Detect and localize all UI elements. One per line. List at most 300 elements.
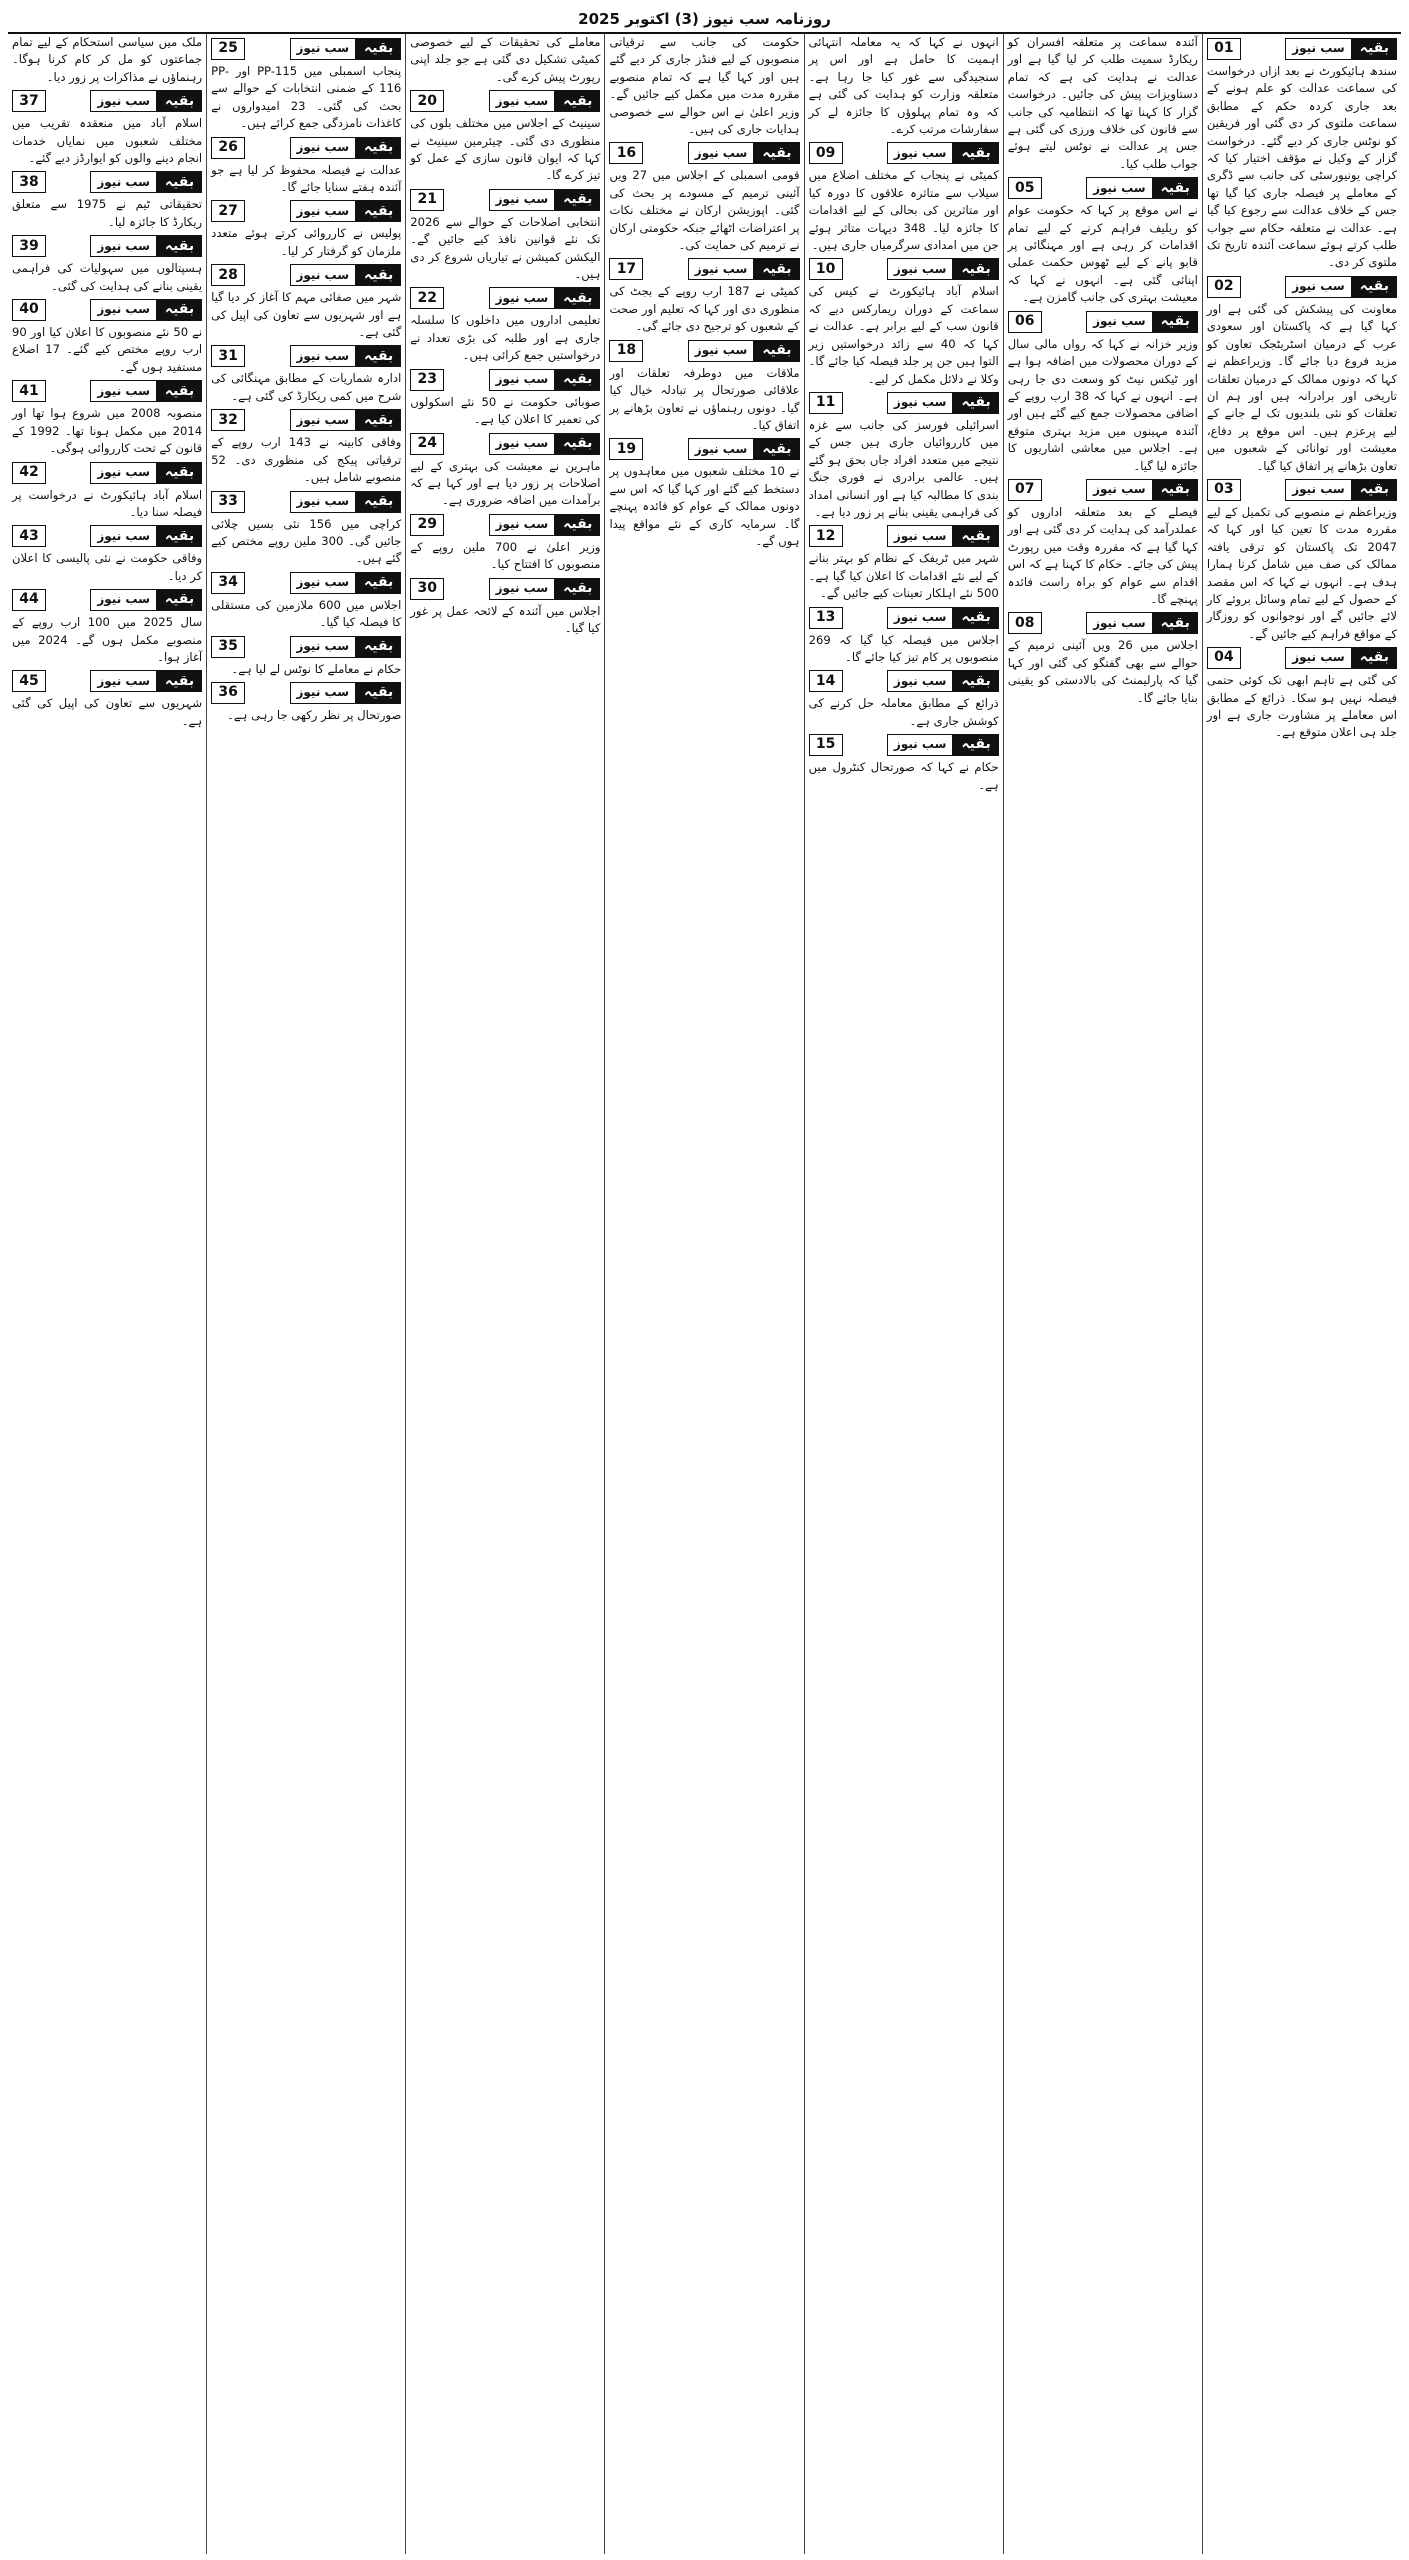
continuation-block — [410, 34, 600, 86]
masthead — [8, 6, 1401, 34]
header-spacer — [52, 380, 90, 402]
baqia-label: بقیہ — [356, 200, 401, 222]
paper-name-label: سب نیوز — [290, 682, 357, 704]
paper-name-label: سب نیوز — [489, 287, 556, 309]
continuation-block — [211, 137, 401, 197]
article-text: نے اس موقع پر کہا کہ حکومت عوام کو ریلیف فراہم کرنے کے لیے تمام اقدامات کر رہی ہے اور مہنگائی پر قابو پانے کے لیے ٹھوس حکمت عملی اپنائی گئی ہے۔ انہوں نے کہا کہ معیشت بہتری کی جانب گامزن ہے۔ — [1007, 203, 1198, 305]
baqia-label: بقیہ — [953, 734, 998, 756]
header-spacer — [649, 142, 687, 164]
baqia-label: بقیہ — [953, 258, 998, 280]
header-spacer — [1247, 647, 1285, 669]
paper-name-label: سب نیوز — [1285, 276, 1352, 298]
header-spacer — [1048, 479, 1086, 501]
baqia-label: بقیہ — [1153, 177, 1198, 199]
header-spacer — [251, 491, 289, 513]
continuation-block — [211, 345, 401, 405]
article-text: کراچی میں 156 نئی بسیں چلائی جائیں گی۔ 300 ملین روپے مختص کیے گئے ہیں۔ — [211, 516, 402, 566]
continuation-number: 44 — [12, 589, 46, 611]
continuation-number: 39 — [12, 235, 46, 257]
continuation-number: 13 — [809, 607, 843, 629]
article-text: صورتحال پر نظر رکھی جا رہی ہے۔ — [227, 707, 402, 722]
article-text: عدالت نے فیصلہ محفوظ کر لیا ہے جو آئندہ ہفتے سنایا جائے گا۔ — [211, 162, 402, 195]
baqia-label: بقیہ — [555, 514, 600, 536]
header-spacer — [52, 525, 90, 547]
paper-name-label: سب نیوز — [887, 525, 954, 547]
continuation-block — [12, 34, 202, 86]
continuation-number: 40 — [12, 299, 46, 321]
header-spacer — [251, 682, 289, 704]
article-text: سال 2025 میں 100 ارب روپے کے منصوبے مکمل ہوں گے۔ 2024 میں آغاز ہوا۔ — [12, 615, 203, 664]
header-spacer — [251, 200, 289, 222]
continuation-block — [12, 171, 202, 231]
continuation-block — [12, 299, 202, 376]
header-spacer — [1247, 276, 1285, 298]
baqia-label: بقیہ — [953, 392, 998, 414]
continuation-header — [609, 258, 799, 280]
paper-name-label: سب نیوز — [290, 572, 357, 594]
header-spacer — [450, 433, 488, 455]
continuation-header — [410, 287, 600, 309]
article-text: منصوبہ 2008 میں شروع ہوا تھا اور 2014 میں مکمل ہونا تھا۔ 1992 کے قانون کے تحت کارروائی ہوگی۔ — [12, 406, 203, 456]
baqia-label: بقیہ — [555, 287, 600, 309]
continuation-block — [410, 514, 600, 574]
article-text: شہریوں سے تعاون کی اپیل کی گئی ہے۔ — [12, 696, 203, 728]
continuation-number: 12 — [809, 525, 843, 547]
continuation-header — [410, 514, 600, 536]
paper-name-label: سب نیوز — [1086, 612, 1153, 634]
continuation-number: 32 — [211, 409, 245, 431]
baqia-label: بقیہ — [356, 636, 401, 658]
column-1 — [1202, 34, 1401, 2554]
continuation-header — [12, 235, 202, 257]
article-text: حکام نے کہا کہ صورتحال کنٹرول میں ہے۔ — [808, 760, 999, 792]
header-spacer — [849, 734, 887, 756]
baqia-label: بقیہ — [157, 380, 202, 402]
continuation-block — [1207, 479, 1397, 643]
continuation-block — [12, 462, 202, 522]
continuation-header — [1008, 612, 1198, 634]
article-text: انتخابی اصلاحات کے حوالے سے 2026 تک نئے قوانین نافذ کیے جائیں گے۔ الیکشن کمیشن نے تیاریاں شروع کر دی ہیں۔ — [410, 214, 601, 282]
continuation-header — [1008, 479, 1198, 501]
header-spacer — [52, 235, 90, 257]
paper-name-label: سب نیوز — [489, 189, 556, 211]
continuation-number: 45 — [12, 670, 46, 692]
paper-name-label: سب نیوز — [290, 636, 357, 658]
baqia-label: بقیہ — [1352, 479, 1397, 501]
baqia-label: بقیہ — [1352, 647, 1397, 669]
continuation-number: 23 — [410, 369, 444, 391]
article-text: پنجاب اسمبلی میں PP-115 اور PP-116 کے ضمنی انتخابات کے حوالے سے بحث کی گئی۔ 23 امیدواروں نے کاغذات نامزدگی جمع کرائے ہیں۔ — [211, 64, 402, 131]
paper-name-label: سب نیوز — [489, 90, 556, 112]
continuation-block — [211, 636, 401, 678]
continuation-block — [12, 90, 202, 167]
continuation-number: 01 — [1207, 38, 1241, 60]
article-text: اجلاس میں فیصلہ کیا گیا کہ 269 منصوبوں پر کام تیز کیا جائے گا۔ — [808, 632, 999, 664]
paper-name-label: سب نیوز — [1285, 479, 1352, 501]
continuation-header — [410, 189, 600, 211]
continuation-header — [609, 142, 799, 164]
baqia-label: بقیہ — [157, 525, 202, 547]
continuation-block — [1207, 38, 1397, 272]
article-text: اجلاس میں 600 ملازمین کی مستقلی کا فیصلہ کیا گیا۔ — [211, 597, 402, 630]
article-text: کمیٹی نے پنجاب کے مختلف اضلاع میں سیلاب سے متاثرہ علاقوں کا دورہ کیا اور متاثرین کی بحالی کے لیے اقدامات کا جائزہ لیا۔ 348 دیہات متاثر ہوئے جن میں امدادی سرگرمیاں جاری ہیں۔ — [808, 168, 999, 253]
baqia-label: بقیہ — [754, 438, 799, 460]
paper-name-label: سب نیوز — [489, 433, 556, 455]
continuation-header — [1008, 311, 1198, 333]
header-spacer — [849, 392, 887, 414]
continuation-block — [1207, 647, 1397, 742]
continuation-header — [12, 589, 202, 611]
continuation-number: 24 — [410, 433, 444, 455]
continuation-number: 08 — [1008, 612, 1042, 634]
continuation-header — [211, 38, 401, 60]
continuation-block — [609, 258, 799, 335]
continuation-block — [410, 433, 600, 510]
baqia-label: بقیہ — [1153, 612, 1198, 634]
article-text: سندھ ہائیکورٹ نے بعد ازاں درخواست کی سماعت عدالت کو علم ہونے کے بعد جاری کردہ حکم کے مطابق سماعت ملتوی کر دی گئی اور فریقین کو نوٹس جاری کر دیے گئے۔ درخواست گزار کے وکیل نے مؤقف اختیار کیا کہ کراچی یونیورسٹی کی جانب سے ڈگری کے معاملے پر فیصلہ جاری کیا گیا تھا جس کے خلاف عدالت سے رجوع کیا گیا ہے۔ عدالت نے متعلقہ حکام سے جواب طلب کرتے ہوئے سماعت آئندہ تاریخ تک ملتوی کر دی۔ — [1206, 64, 1397, 270]
paper-name-label: سب نیوز — [1086, 479, 1153, 501]
continuation-block — [809, 525, 999, 602]
continuation-number: 06 — [1008, 311, 1042, 333]
article-text: معاملے کی تحقیقات کے لیے خصوصی کمیٹی تشکیل دی گئی ہے جو جلد اپنی رپورٹ پیش کرے گی۔ — [410, 35, 601, 84]
paper-name-label: سب نیوز — [1086, 177, 1153, 199]
header-spacer — [52, 90, 90, 112]
baqia-label: بقیہ — [555, 90, 600, 112]
baqia-label: بقیہ — [555, 578, 600, 600]
continuation-number: 03 — [1207, 479, 1241, 501]
baqia-label: بقیہ — [356, 137, 401, 159]
baqia-label: بقیہ — [356, 409, 401, 431]
continuation-number: 22 — [410, 287, 444, 309]
continuation-number: 27 — [211, 200, 245, 222]
continuation-number: 33 — [211, 491, 245, 513]
baqia-label: بقیہ — [157, 589, 202, 611]
continuation-header — [211, 345, 401, 367]
continuation-number: 34 — [211, 572, 245, 594]
continuation-number: 35 — [211, 636, 245, 658]
baqia-label: بقیہ — [1153, 479, 1198, 501]
paper-name-label: سب نیوز — [1086, 311, 1153, 333]
continuation-header — [211, 137, 401, 159]
article-text: ادارہ شماریات کے مطابق مہنگائی کی شرح میں کمی ریکارڈ کی گئی ہے۔ — [211, 371, 402, 403]
continuation-block — [410, 369, 600, 429]
paper-name-label: سب نیوز — [688, 258, 755, 280]
baqia-label: بقیہ — [157, 462, 202, 484]
paper-name-label: سب نیوز — [90, 380, 157, 402]
header-spacer — [450, 369, 488, 391]
header-spacer — [52, 299, 90, 321]
article-text: اجلاس میں 26 ویں آئینی ترمیم کے حوالے سے بھی گفتگو کی گئی اور کہا گیا کہ پارلیمنٹ کی بالادستی کو یقینی بنایا جائے گا۔ — [1007, 638, 1198, 705]
header-spacer — [52, 171, 90, 193]
baqia-label: بقیہ — [157, 171, 202, 193]
baqia-label: بقیہ — [157, 299, 202, 321]
continuation-block — [211, 200, 401, 260]
paper-name-label: سب نیوز — [1285, 647, 1352, 669]
baqia-label: بقیہ — [356, 38, 401, 60]
paper-name-label: سب نیوز — [887, 734, 954, 756]
baqia-label: بقیہ — [356, 682, 401, 704]
header-spacer — [450, 514, 488, 536]
continuation-header — [12, 380, 202, 402]
column-7 — [8, 34, 206, 2554]
continuation-header — [12, 525, 202, 547]
paper-name-label: سب نیوز — [90, 171, 157, 193]
header-spacer — [849, 142, 887, 164]
header-spacer — [849, 607, 887, 629]
paper-name-label: سب نیوز — [290, 491, 357, 513]
baqia-label: بقیہ — [555, 433, 600, 455]
article-text: فیصلے کے بعد متعلقہ اداروں کو عملدرآمد کی ہدایت کر دی گئی ہے اور کہا گیا ہے کہ مقررہ وقت میں رپورٹ پیش کی جائے۔ حکام کا کہنا ہے کہ اس اقدام سے عوام کو براہ راست فائدہ پہنچے گا۔ — [1007, 504, 1198, 606]
continuation-header — [12, 670, 202, 692]
article-text: سینیٹ کے اجلاس میں مختلف بلوں کی منظوری دی گئی۔ چیئرمین سینیٹ نے کہا کہ ایوان قانون سازی کے عمل کو تیز کرے گا۔ — [410, 116, 601, 183]
continuation-block — [410, 578, 600, 638]
paper-name-label: سب نیوز — [489, 514, 556, 536]
continuation-header — [809, 525, 999, 547]
article-text: اسرائیلی فورسز کی جانب سے غزہ میں کارروائیاں جاری ہیں جس کے نتیجے میں متعدد افراد جاں بحق ہو گئے ہیں۔ عالمی برادری نے فوری جنگ بندی کا مطالبہ کیا ہے اور انسانی امداد کی فراہمی یقینی بنانے پر زور دیا ہے۔ — [808, 417, 999, 519]
continuation-block — [609, 340, 799, 435]
continuation-number: 29 — [410, 514, 444, 536]
header-spacer — [1048, 311, 1086, 333]
article-text: حکام نے معاملے کا نوٹس لے لیا ہے۔ — [231, 661, 402, 676]
paper-name-label: سب نیوز — [688, 340, 755, 362]
continuation-header — [1207, 276, 1397, 298]
baqia-label: بقیہ — [754, 142, 799, 164]
continuation-header — [809, 258, 999, 280]
paper-name-label: سب نیوز — [489, 578, 556, 600]
header-spacer — [251, 345, 289, 367]
continuation-header — [410, 369, 600, 391]
paper-name-label: سب نیوز — [90, 589, 157, 611]
article-text: تحقیقاتی ٹیم نے 1975 سے متعلق ریکارڈ کا جائزہ لیا۔ — [12, 197, 203, 229]
continuation-block — [609, 142, 799, 254]
article-text: کمیٹی نے 187 ارب روپے کے بجٹ کی منظوری دی اور کہا کہ تعلیم اور صحت کے شعبوں کو ترجیح دی جائے گی۔ — [609, 284, 800, 334]
article-text: شہر میں ٹریفک کے نظام کو بہتر بنانے کے لیے نئے اقدامات کا اعلان کیا گیا ہے۔ 500 نئے اہلکار تعینات کیے جائیں گے۔ — [808, 551, 999, 601]
article-text: تعلیمی اداروں میں داخلوں کا سلسلہ جاری ہے اور طلبہ کی بڑی تعداد نے درخواستیں جمع کرائی ہیں۔ — [410, 313, 601, 363]
continuation-block — [809, 734, 999, 794]
header-spacer — [251, 409, 289, 431]
continuation-block — [211, 572, 401, 632]
baqia-label: بقیہ — [953, 607, 998, 629]
article-text: وفاقی حکومت نے نئی پالیسی کا اعلان کر دیا۔ — [12, 551, 203, 583]
header-spacer — [450, 287, 488, 309]
paper-name-label: سب نیوز — [290, 409, 357, 431]
header-spacer — [251, 38, 289, 60]
continuation-block — [1008, 311, 1198, 475]
header-spacer — [52, 462, 90, 484]
header-spacer — [1247, 38, 1285, 60]
masthead-title: روزنامہ سب نیوز (3) اکتوبر 2025 — [578, 10, 831, 28]
header-spacer — [649, 258, 687, 280]
continuation-block — [12, 525, 202, 585]
article-text: حکومت کی جانب سے ترقیاتی منصوبوں کے لیے فنڈز جاری کر دیے گئے ہیں اور کہا گیا ہے کہ تمام منصوبے مقررہ مدت میں مکمل کیے جائیں گے۔ وزیر اعلیٰ نے اس حوالے سے خصوصی ہدایات جاری کی ہیں۔ — [609, 35, 800, 137]
continuation-number: 16 — [609, 142, 643, 164]
continuation-block — [12, 589, 202, 666]
continuation-block — [809, 34, 999, 138]
continuation-header — [1207, 647, 1397, 669]
continuation-number: 42 — [12, 462, 46, 484]
baqia-label: بقیہ — [953, 525, 998, 547]
baqia-label: بقیہ — [953, 142, 998, 164]
continuation-header — [809, 734, 999, 756]
continuation-number: 04 — [1207, 647, 1241, 669]
continuation-header — [12, 462, 202, 484]
article-text: اسلام آباد میں منعقدہ تقریب میں مختلف شعبوں میں نمایاں خدمات انجام دینے والوں کو ایوارڈز دیے گئے۔ — [12, 116, 203, 166]
continuation-header — [12, 90, 202, 112]
continuation-block — [609, 34, 799, 138]
continuation-block — [211, 491, 401, 568]
article-text: آئندہ سماعت پر متعلقہ افسران کو ریکارڈ سمیت طلب کر لیا گیا ہے اور عدالت نے ہدایت کی ہے کہ تمام دستاویزات پیش کی جائیں۔ درخواست گزار کا کہنا تھا کہ انتظامیہ کی جانب سے قانون کی خلاف ورزی کی گئی ہے جس پر عدالت نے نوٹس لیتے ہوئے جواب طلب کیا۔ — [1007, 35, 1198, 171]
paper-name-label: سب نیوز — [90, 462, 157, 484]
continuation-header — [1207, 38, 1397, 60]
continuation-header — [211, 264, 401, 286]
continuation-number: 17 — [609, 258, 643, 280]
column-4 — [604, 34, 803, 2554]
paper-name-label: سب نیوز — [887, 670, 954, 692]
baqia-label: بقیہ — [356, 345, 401, 367]
header-spacer — [251, 264, 289, 286]
baqia-label: بقیہ — [754, 258, 799, 280]
paper-name-label: سب نیوز — [887, 258, 954, 280]
columns-container — [8, 34, 1401, 2554]
paper-name-label: سب نیوز — [290, 345, 357, 367]
header-spacer — [849, 525, 887, 547]
header-spacer — [450, 189, 488, 211]
paper-name-label: سب نیوز — [90, 90, 157, 112]
article-text: قومی اسمبلی کے اجلاس میں 27 ویں آئینی ترمیم کے مسودے پر بحث کی گئی۔ اپوزیشن ارکان نے مختلف نکات پر اعتراضات اٹھائے جبکہ حکومتی ارکان نے ترمیم کی حمایت کی۔ — [609, 168, 800, 253]
header-spacer — [849, 670, 887, 692]
paper-name-label: سب نیوز — [290, 200, 357, 222]
continuation-number: 41 — [12, 380, 46, 402]
paper-name-label: سب نیوز — [489, 369, 556, 391]
continuation-block — [12, 235, 202, 295]
continuation-header — [809, 670, 999, 692]
article-text: معاونت کی پیشکش کی گئی ہے اور کہا گیا ہے کہ پاکستان اور سعودی عرب کے درمیان اسٹریٹجک تعاون کو مزید فروغ دیا جائے گا۔ وزیراعظم نے کہا کہ دونوں ممالک کے درمیان تعلقات تاریخی اور برادرانہ ہیں اور ہم ان تعلقات کو نئی بلندیوں تک لے جانے کے لیے پرعزم ہیں۔ اس موقع پر دفاع، معیشت اور توانائی کے شعبوں میں تعاون بڑھانے پر اتفاق کیا گیا۔ — [1206, 301, 1397, 473]
continuation-block — [1008, 34, 1198, 173]
baqia-label: بقیہ — [555, 369, 600, 391]
article-text: وزیر اعلیٰ نے 700 ملین روپے کے منصوبوں کا افتتاح کیا۔ — [410, 539, 601, 572]
article-text: شہر میں صفائی مہم کا آغاز کر دیا گیا ہے اور شہریوں سے تعاون کی اپیل کی گئی ہے۔ — [211, 290, 402, 340]
continuation-header — [809, 607, 999, 629]
header-spacer — [450, 578, 488, 600]
continuation-header — [1207, 479, 1397, 501]
header-spacer — [1048, 177, 1086, 199]
continuation-header — [1008, 177, 1198, 199]
article-text: اسلام آباد ہائیکورٹ نے درخواست پر فیصلہ سنا دیا۔ — [12, 487, 203, 519]
continuation-number: 31 — [211, 345, 245, 367]
continuation-number: 26 — [211, 137, 245, 159]
continuation-header — [410, 578, 600, 600]
paper-name-label: سب نیوز — [90, 525, 157, 547]
continuation-block — [410, 287, 600, 364]
header-spacer — [649, 438, 687, 460]
continuation-number: 07 — [1008, 479, 1042, 501]
continuation-number: 20 — [410, 90, 444, 112]
continuation-block — [1008, 177, 1198, 306]
continuation-header — [410, 90, 600, 112]
article-text: ماہرین نے معیشت کی بہتری کے لیے اصلاحات پر زور دیا ہے اور کہا ہے کہ برآمدات میں اضافہ ضروری ہے۔ — [410, 458, 601, 508]
continuation-block — [809, 670, 999, 730]
article-text: ملاقات میں دوطرفہ تعلقات اور علاقائی صورتحال پر تبادلہ خیال کیا گیا۔ دونوں رہنماؤں نے تعاون بڑھانے پر اتفاق کیا۔ — [609, 365, 800, 432]
continuation-block — [809, 607, 999, 667]
article-text: نے 50 نئے منصوبوں کا اعلان کیا اور 90 ارب روپے مختص کیے گئے۔ 17 اضلاع مستفید ہوں گے۔ — [12, 325, 203, 374]
continuation-number: 28 — [211, 264, 245, 286]
paper-name-label: سب نیوز — [887, 607, 954, 629]
article-text: نے 10 مختلف شعبوں میں معاہدوں پر دستخط کیے گئے اور کہا گیا کہ اس سے دونوں ممالک کے عوام کو فائدہ پہنچے گا۔ سرمایہ کاری کے نئے مواقع پیدا ہوں گے۔ — [609, 464, 800, 548]
continuation-block — [1207, 276, 1397, 475]
article-text: اسلام آباد ہائیکورٹ نے کیس کی سماعت کے دوران ریمارکس دیے کہ قانون سب کے لیے برابر ہے۔ عدالت نے کہا کہ 40 سے زائد درخواستیں زیر التوا ہیں جن پر جلد فیصلہ کیا جائے گا۔ وکلا نے دلائل مکمل کر لیے۔ — [808, 284, 999, 386]
baqia-label: بقیہ — [754, 340, 799, 362]
continuation-block — [809, 258, 999, 387]
continuation-header — [12, 171, 202, 193]
continuation-number: 38 — [12, 171, 46, 193]
article-text: اجلاس میں آئندہ کے لائحہ عمل پر غور کیا گیا۔ — [410, 603, 601, 635]
paper-name-label: سب نیوز — [887, 142, 954, 164]
continuation-number: 19 — [609, 438, 643, 460]
paper-name-label: سب نیوز — [688, 438, 755, 460]
baqia-label: بقیہ — [1352, 276, 1397, 298]
baqia-label: بقیہ — [356, 264, 401, 286]
continuation-header — [211, 636, 401, 658]
paper-name-label: سب نیوز — [1285, 38, 1352, 60]
column-5 — [405, 34, 604, 2554]
header-spacer — [52, 670, 90, 692]
continuation-block — [609, 438, 799, 550]
continuation-block — [211, 38, 401, 133]
header-spacer — [251, 636, 289, 658]
continuation-block — [809, 392, 999, 521]
article-text: صوبائی حکومت نے 50 نئے اسکولوں کی تعمیر کا اعلان کیا ہے۔ — [410, 394, 601, 427]
continuation-block — [809, 142, 999, 254]
column-3 — [804, 34, 1003, 2554]
continuation-block — [211, 682, 401, 724]
paper-name-label: سب نیوز — [290, 38, 357, 60]
baqia-label: بقیہ — [555, 189, 600, 211]
continuation-header — [12, 299, 202, 321]
continuation-header — [609, 438, 799, 460]
continuation-number: 43 — [12, 525, 46, 547]
header-spacer — [1247, 479, 1285, 501]
paper-name-label: سب نیوز — [887, 392, 954, 414]
paper-name-label: سب نیوز — [290, 137, 357, 159]
continuation-number: 14 — [809, 670, 843, 692]
header-spacer — [52, 589, 90, 611]
continuation-number: 11 — [809, 392, 843, 414]
continuation-number: 15 — [809, 734, 843, 756]
header-spacer — [1048, 612, 1086, 634]
continuation-number: 37 — [12, 90, 46, 112]
baqia-label: بقیہ — [157, 670, 202, 692]
continuation-header — [809, 392, 999, 414]
header-spacer — [849, 258, 887, 280]
article-text: وزیراعظم نے منصوبے کی تکمیل کے لیے مقررہ مدت کا تعین کیا اور کہا کہ 2047 تک پاکستان کو ترقی یافتہ ممالک کی صف میں شامل کرنا ہمارا ہدف ہے۔ انہوں نے کہا کہ اس مقصد کے حصول کے لیے تمام وسائل بروئے کار لائے جائیں گے اور نوجوانوں کو روزگار کے مواقع فراہم کیے جائیں گے۔ — [1206, 504, 1397, 641]
continuation-block — [211, 264, 401, 341]
continuation-header — [609, 340, 799, 362]
column-2 — [1003, 34, 1202, 2554]
header-spacer — [251, 137, 289, 159]
continuation-block — [410, 90, 600, 185]
article-text: ذرائع کے مطابق معاملہ حل کرنے کی کوشش جاری ہے۔ — [808, 696, 999, 728]
continuation-header — [410, 433, 600, 455]
continuation-number: 21 — [410, 189, 444, 211]
paper-name-label: سب نیوز — [90, 235, 157, 257]
paper-name-label: سب نیوز — [688, 142, 755, 164]
continuation-block — [12, 380, 202, 457]
header-spacer — [649, 340, 687, 362]
continuation-number: 25 — [211, 38, 245, 60]
continuation-header — [211, 200, 401, 222]
header-spacer — [450, 90, 488, 112]
article-text: کی گئی ہے تاہم ابھی تک کوئی حتمی فیصلہ نہیں ہو سکا۔ ذرائع کے مطابق اس معاملے پر مشاورت جاری ہے اور جلد ہی اعلان متوقع ہے۔ — [1206, 673, 1397, 740]
